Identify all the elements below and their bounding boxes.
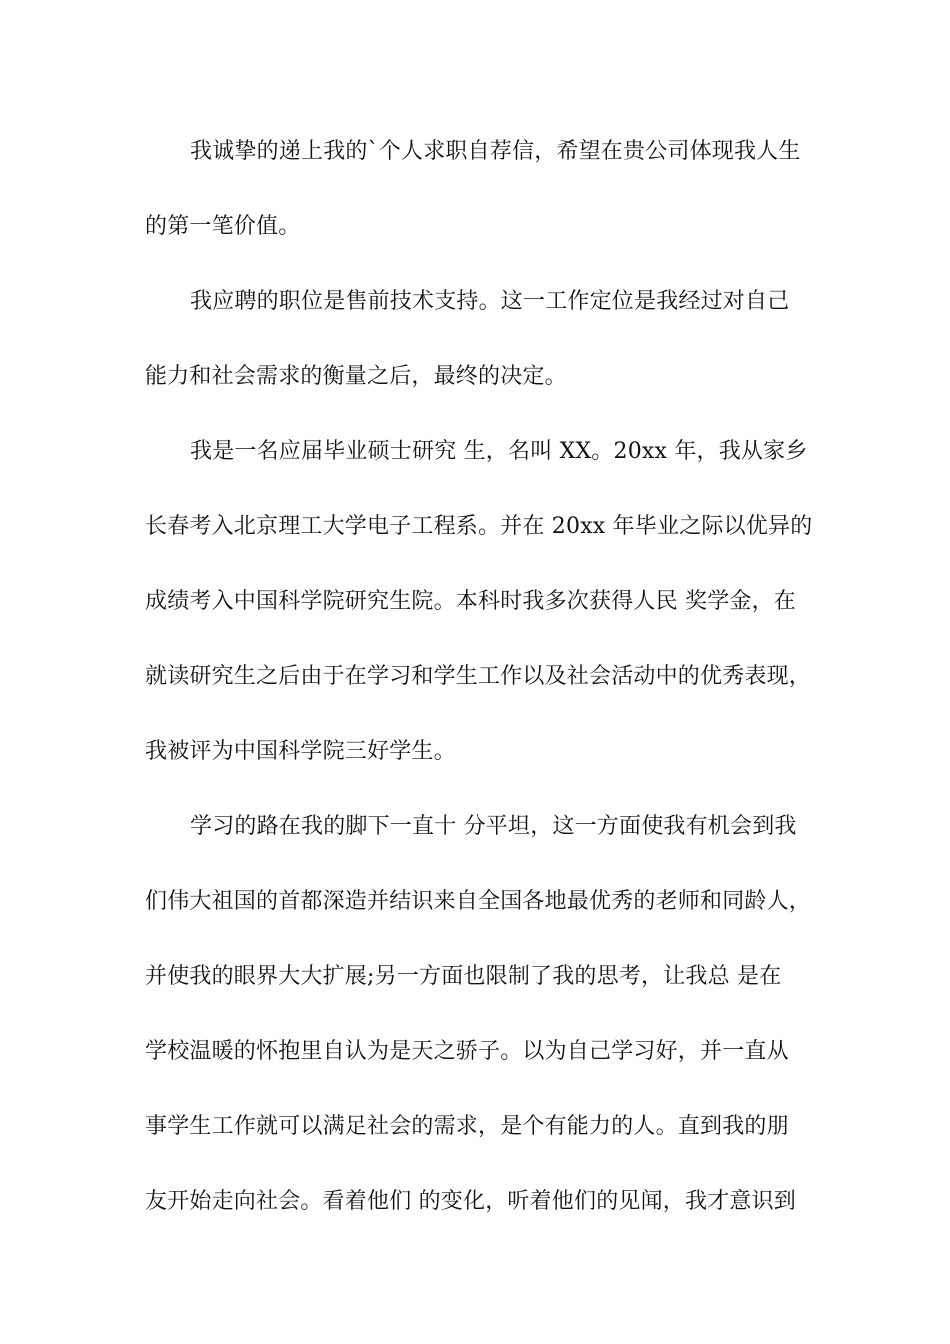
paragraph-4-line-6: 友开始走向社会。看着他们 的变化，听着他们的见闻，我才意识到 [145, 1189, 796, 1214]
paragraph-2-line-2: 能力和社会需求的衡量之后，最终的决定。 [145, 364, 567, 389]
paragraph-4-line-1: 学习的路在我的脚下一直十 分平坦，这一方面使我有机会到我 [190, 814, 797, 839]
paragraph-3-line-3: 成绩考入中国科学院研究生院。本科时我多次获得人民 奖学金，在 [145, 589, 796, 614]
paragraph-4-line-2: 们伟大祖国的首都深造并结识来自全国各地最优秀的老师和同龄人， [145, 889, 812, 914]
paragraph-4-line-4: 学校温暖的怀抱里自认为是天之骄子。以为自己学习好，并一直从 [145, 1039, 789, 1064]
paragraph-4-line-5: 事学生工作就可以满足社会的需求，是个有能力的人。直到我的朋 [145, 1114, 789, 1139]
paragraph-3-line-5: 我被评为中国科学院三好学生。 [145, 739, 456, 764]
paragraph-3-line-2: 长春考入北京理工大学电子工程系。并在 20xx 年毕业之际以优异的 [145, 514, 813, 539]
paragraph-3-line-4: 就读研究生之后由于在学习和学生工作以及社会活动中的优秀表现， [145, 664, 812, 689]
paragraph-1-line-2: 的第一笔价值。 [145, 214, 301, 239]
paragraph-1-line-1: 我诚挚的递上我的`个人求职自荐信，希望在贵公司体现我人生 [190, 139, 801, 164]
paragraph-2-line-1: 我应聘的职位是售前技术支持。这一工作定位是我经过对自己 [190, 289, 790, 314]
paragraph-3-line-1: 我是一名应届毕业硕士研究 生，名叫 XX。20xx 年，我从家乡 [190, 439, 808, 464]
paragraph-4-line-3: 并使我的眼界大大扩展;另一方面也限制了我的思考，让我总 是在 [145, 964, 782, 989]
